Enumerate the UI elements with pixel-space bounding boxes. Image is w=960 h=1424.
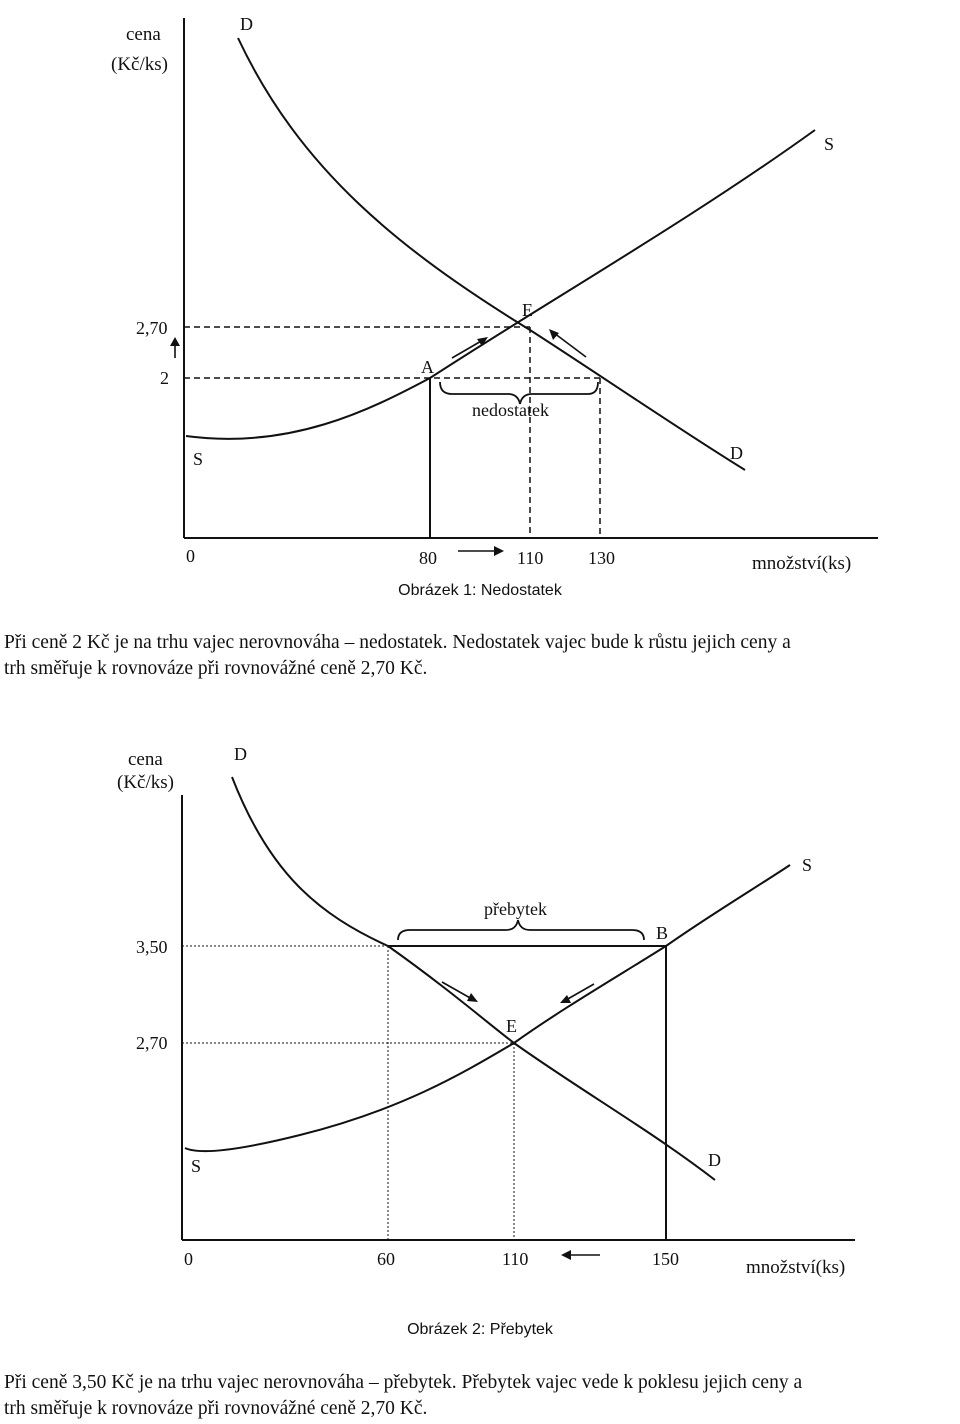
x-tick-110: 110 [517, 548, 544, 568]
x-tick-150: 150 [652, 1249, 679, 1269]
figure-nedostatek [0, 0, 960, 580]
demand-label-top: D [240, 14, 253, 34]
brace-prebytek [398, 920, 644, 940]
supply-curve [186, 130, 815, 439]
arrow-qty-left-icon [561, 1250, 600, 1260]
demand-label-top: D [234, 744, 247, 764]
x-tick-80: 80 [419, 548, 437, 568]
y-tick-2: 2 [160, 368, 169, 388]
point-e-label: E [522, 300, 533, 320]
caption-figure2: Obrázek 2: Přebytek [407, 1321, 553, 1338]
demand-label-bottom: D [730, 443, 743, 463]
demand-curve [232, 777, 715, 1180]
y-tick-350: 3,50 [136, 937, 168, 957]
point-a-label: A [421, 357, 434, 377]
brace-label: přebytek [484, 899, 547, 919]
paragraph-line: trh směřuje k rovnováze při rovnovážné ceně 2,70 Kč. [4, 1398, 428, 1419]
origin-label: 0 [184, 1249, 193, 1269]
supply-label-bottom: S [191, 1156, 202, 1176]
caption-figure1: Obrázek 1: Nedostatek [398, 582, 562, 599]
chart-prebytek [0, 735, 960, 1295]
supply-label-top: S [802, 855, 813, 875]
arrow-supply-up-icon [452, 337, 488, 358]
paragraph-line: trh směřuje k rovnováze při rovnovážné ceně 2,70 Kč. [4, 658, 428, 679]
y-axis-label-line2: (Kč/ks) [111, 54, 168, 75]
demand-label-bottom: D [708, 1150, 721, 1170]
y-tick-270: 2,70 [136, 318, 168, 338]
y-tick-270: 2,70 [136, 1033, 168, 1053]
brace-label: nedostatek [472, 400, 549, 420]
arrow-price-up-icon [170, 337, 180, 358]
y-axis-label-line2: (Kč/ks) [117, 772, 174, 793]
paragraph-prebytek [4, 1370, 960, 1422]
origin-label: 0 [186, 546, 195, 566]
arrow-qty-right-icon [458, 546, 504, 556]
point-b-label: B [656, 923, 669, 943]
point-e-label: E [506, 1016, 517, 1036]
figure-prebytek [0, 735, 960, 1295]
x-tick-60: 60 [377, 1249, 395, 1269]
supply-label-top: S [824, 134, 835, 154]
x-tick-130: 130 [588, 548, 615, 568]
supply-label-bottom: S [193, 449, 204, 469]
arrow-demand-up-icon [549, 329, 586, 357]
paragraph-nedostatek [4, 630, 960, 682]
y-axis-label-line1: cena [128, 749, 163, 770]
y-axis-label-line1: cena [126, 24, 161, 45]
x-axis-label: množství(ks) [746, 1257, 846, 1278]
chart-nedostatek [0, 0, 960, 580]
paragraph-line: Při ceně 2 Kč je na trhu vajec nerovnováha – nedostatek. Nedostatek vajec bude k růstu jejich ceny a [4, 632, 791, 653]
paragraph-line: Při ceně 3,50 Kč je na trhu vajec nerovnováha – přebytek. Přebytek vajec vede k poklesu jejich ceny a [4, 1372, 803, 1393]
x-tick-110: 110 [502, 1249, 529, 1269]
x-axis-label: množství(ks) [752, 553, 852, 574]
